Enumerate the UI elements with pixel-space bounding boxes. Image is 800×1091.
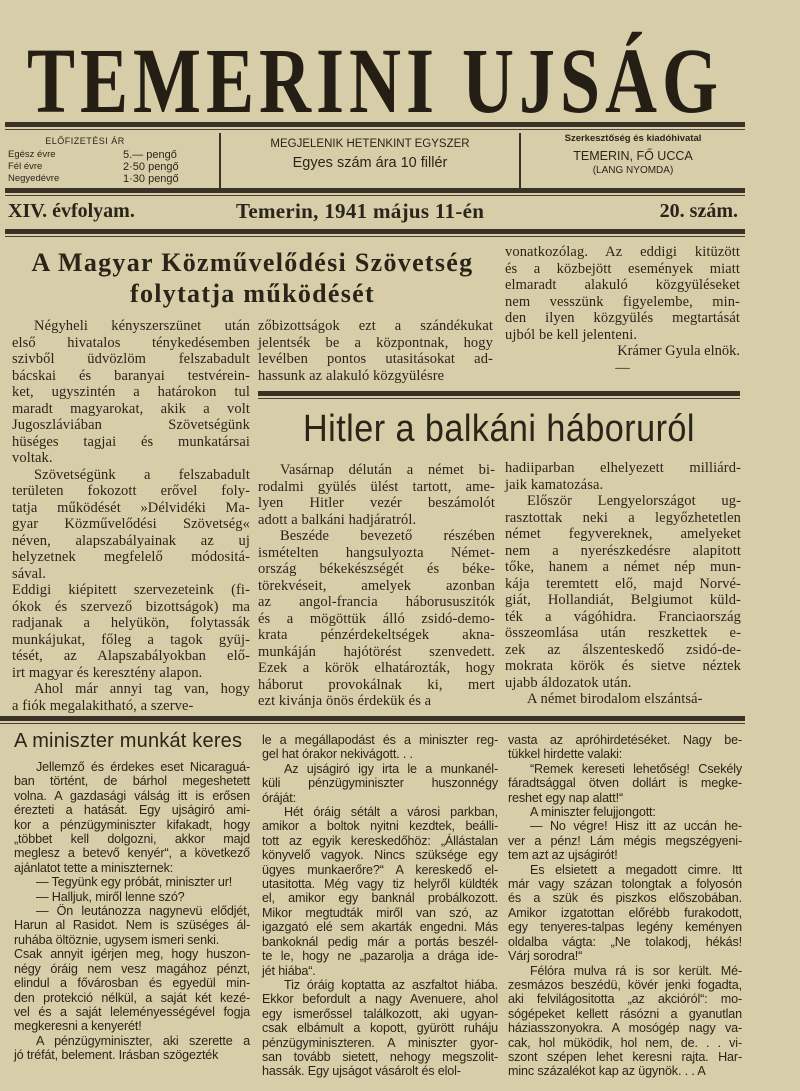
rate-period: Negyedévre xyxy=(8,173,60,184)
rate-price: 2·50 pengő xyxy=(123,161,179,173)
text-line: gyar Közművelődési Szövetség« xyxy=(12,516,250,532)
publication-frequency: MEGJELENIK HETENKINT EGYSZER xyxy=(270,138,470,150)
article-column xyxy=(505,460,741,708)
text-line: hassunk az alakuló közgyülésre xyxy=(258,367,445,384)
text-line: le a megállapodást és a miniszter reg- xyxy=(262,733,498,747)
text-line: Csak annyit igérjen meg, hogy huszon- xyxy=(14,947,250,962)
rate-period: Fél évre xyxy=(8,161,43,172)
text-line: hadiiparban elhelyezett milliárd- xyxy=(505,460,741,476)
text-line: tükkel hirdette valaki: xyxy=(508,747,623,762)
text-line: ket, ugyszintén a határokon tul xyxy=(12,384,250,400)
paragraph xyxy=(262,762,498,805)
text-line: A miniszter felujjongott: xyxy=(530,805,656,820)
text-line: és a közbejött események miatt xyxy=(505,260,740,277)
section-rule xyxy=(0,716,745,724)
paragraph xyxy=(14,890,250,904)
text-line: ókok és szervező bizottságok) ma xyxy=(12,598,250,615)
text-line: területen fokozott erővel foly- xyxy=(12,483,250,499)
newspaper-title: TEMERINI UJSÁG xyxy=(26,28,724,133)
paragraph xyxy=(12,318,250,467)
text-line: jét hiába“. xyxy=(262,963,316,978)
paragraph xyxy=(508,819,742,862)
text-line: giát, Hollandiát, Belgiumot küld- xyxy=(505,592,741,608)
text-line: ajánlatot tette a miniszternek: xyxy=(14,860,174,875)
text-line: lyen Hitler vezér beszámolót xyxy=(258,495,495,511)
text-line: oldalba vágta: „Ne tolakodj, hékás! xyxy=(508,934,742,949)
text-line: Hét óráig sétált a városi parkban, xyxy=(284,805,498,820)
text-line: Harun al Rasidot. Nem is szüséges ál- xyxy=(14,918,250,933)
text-line: jaik kamatozása. xyxy=(505,476,604,493)
text-line: reshet egy nap alatt!“ xyxy=(508,790,624,805)
text-line: Félóra mulva rá is sor került. Mé- xyxy=(530,963,742,978)
headline-line: folytatja működését xyxy=(130,279,375,308)
text-line: „többet kell dolgozni, akkor majd xyxy=(14,832,250,847)
text-line: fáradtsággal ötven dollárt is megke- xyxy=(508,776,742,791)
article-column xyxy=(12,318,250,714)
rate-row xyxy=(8,149,213,161)
text-line: Amikor izgatottan előrébb furakodott, xyxy=(508,905,742,920)
text-line: aki felvilágositotta „az akcióról“: mo- xyxy=(508,992,742,1007)
text-line: ügyes munkaerőre?“ A kereskedő el- xyxy=(262,862,498,877)
rate-price: 1·30 pengő xyxy=(123,173,179,185)
text-line: sógépeket kellett rásózni a gyanutlan xyxy=(508,1006,742,1021)
text-line: radjanak a helyükön, folytassák xyxy=(12,615,250,631)
paragraph xyxy=(258,528,495,710)
text-line: volna. A gazdasági válság itt is erősen xyxy=(14,788,250,803)
text-line: nem vesszünk figyelembe, min- xyxy=(505,293,740,310)
text-line: csak elbámult a kopott, gyürött ruháju xyxy=(262,1021,498,1036)
paragraph xyxy=(258,318,493,384)
text-line: rodalmi gyülés ülést tartott, ame- xyxy=(258,478,495,495)
text-line: Az ujságiró igy irta le a munkanél- xyxy=(284,761,498,776)
paragraph xyxy=(505,493,741,691)
printer-name: (LANG NYOMDA) xyxy=(592,165,674,176)
text-line: Várj sorodra!“ xyxy=(508,949,583,964)
paragraph xyxy=(262,733,498,762)
text-line: san tovább sietett, nehogy megszolit- xyxy=(262,1049,498,1064)
rate-row xyxy=(8,161,213,173)
subscription-rates xyxy=(8,149,213,185)
text-line: — Ön leutánozza nagynevü elődjét, xyxy=(36,904,250,919)
text-line: Beszéde bevezető részében xyxy=(280,528,495,544)
text-line: “Remek kereseti lehetőség! Csekély xyxy=(530,761,742,776)
text-line: levélben pontos utasitásokat ad- xyxy=(258,351,493,367)
text-line: törekvéseit, amelyek azonban xyxy=(258,577,495,594)
headline-line: A Magyar Közművelődési Szövetség xyxy=(31,248,474,277)
text-line: szont szépen lehet keresni rajta. Har- xyxy=(508,1049,742,1064)
text-line: Vasárnap délután a német bi- xyxy=(280,462,495,478)
text-line: vonatkozólag. Az eddigi kitüzött xyxy=(505,244,740,260)
text-line: megkeresni a kenyerét! xyxy=(14,1019,142,1034)
single-copy-price: Egyes szám ára 10 fillér xyxy=(292,155,448,171)
rate-row xyxy=(8,173,213,185)
paragraph xyxy=(508,733,742,762)
text-line: pénzügyminiszteren. A miniszter gyor- xyxy=(262,1035,498,1050)
text-line: rasztottak neki a legyőzhetetlen xyxy=(505,509,741,526)
text-line: maradt magyarokat, akik a volt xyxy=(12,400,250,417)
paragraph xyxy=(508,964,742,1079)
text-line: Ahol már annyi tag van, hogy xyxy=(34,681,250,697)
paragraph xyxy=(12,681,250,714)
text-line: háziasszonyokra. A mosógép nagy va- xyxy=(508,1021,742,1036)
text-line: zőbizottságok ezt a szándékukat xyxy=(258,318,493,334)
text-line: kor a pénzügyminiszter kifakadt, hogy xyxy=(14,817,250,832)
text-line: minc százalékot kap az ügynök. . . A xyxy=(508,1064,706,1079)
article-headline: Hitler a balkáni háboruról xyxy=(303,408,695,450)
text-line: egy ismerőssel találkozott, aki ugyan- xyxy=(262,1006,498,1021)
text-line: érezteti a hatását. Egy ujságiró ami- xyxy=(14,803,250,818)
text-line: négy óráig nem vesz magához pénzt, xyxy=(14,961,250,976)
paragraph xyxy=(14,875,250,889)
paragraph xyxy=(14,760,250,875)
text-line: Es elsietett a megadott cimre. Itt xyxy=(530,862,742,877)
text-line: ujabb áldozatok után. xyxy=(505,674,632,691)
text-line: mokrata körök és sietve néztek xyxy=(505,658,741,674)
text-line: már vagy százan tolongtak a folyosón xyxy=(508,877,742,892)
text-line: vasta az apróhirdetéséket. Nagy be- xyxy=(508,733,742,747)
masthead-rule xyxy=(5,122,745,130)
text-line: és a mögöttük álló zsidó-demo- xyxy=(258,610,495,627)
paragraph xyxy=(262,805,498,978)
text-line: gel hat órakor nekivágott. . . xyxy=(262,747,413,762)
text-line: könyvelő vagyok. Nincs szüksége egy xyxy=(262,848,498,863)
text-line: den protekció nélkül, a saját két kezé- xyxy=(14,990,250,1005)
text-line: te le, hogy ne „pazarolja a drága ide- xyxy=(262,949,498,964)
text-line: Szövetségünk a felszabadult xyxy=(34,466,250,483)
text-line: igazgató elé sem akarták engedni. Más xyxy=(262,920,498,935)
article-headline xyxy=(5,247,500,309)
paragraph xyxy=(12,467,250,583)
text-line: jelentsék be a központnak, hogy xyxy=(258,334,493,351)
article-column xyxy=(262,733,498,1079)
text-line: hüséges tagjai és munkatársai xyxy=(12,433,250,450)
text-line: zesmázos beszédü, kövér jenki fogadta, xyxy=(508,977,742,992)
paragraph xyxy=(508,762,742,805)
text-line: zek az álszenteskedő zsidó-de- xyxy=(505,641,741,658)
author-signature: Krámer Gyula elnök. xyxy=(617,343,740,359)
text-line: irt magyar és keresztény alapon. xyxy=(12,664,203,681)
article-headline: A miniszter munkát keres xyxy=(14,730,243,752)
article-column xyxy=(508,733,742,1079)
text-line: a fiók megalakitható, a szerve- xyxy=(12,697,194,714)
text-line: tott az egyik kereskedőhöz: „Állástalan xyxy=(262,833,498,848)
text-line: bankoknál pedig már a portás beszél- xyxy=(262,934,498,949)
article-column xyxy=(14,760,250,1063)
issue-rule xyxy=(5,229,745,237)
text-line: munkájukat, főleg a tagok gyüj- xyxy=(12,631,250,648)
info-rule xyxy=(5,188,745,196)
text-line: voltak. xyxy=(12,450,53,466)
text-line: Ekkor befordult a nagy Avenuere, ahol xyxy=(262,992,498,1007)
text-line: összeomlása után reszkettek e- xyxy=(505,625,741,641)
text-line: Négyheli kényszerszünet után xyxy=(34,318,250,334)
office-label: Szerkesztőség és kiadóhivatal xyxy=(564,133,702,144)
paragraph xyxy=(508,805,742,819)
paragraph xyxy=(505,460,741,493)
paragraph xyxy=(14,1034,250,1063)
article-column xyxy=(505,244,740,343)
text-line: első hivatalos ténykedésemben xyxy=(12,334,250,351)
text-line: sával. xyxy=(12,565,47,582)
text-line: az angol-francia háborususzitók xyxy=(258,594,495,610)
text-line: hassák. Egy ujságot vásárolt és elol- xyxy=(262,1064,461,1079)
text-line: Ezek a körök elhatározták, hogy xyxy=(258,660,495,676)
text-line: utasitotta. Még vagy tiz helyről küldték xyxy=(262,877,498,892)
paragraph xyxy=(12,582,250,681)
paragraph xyxy=(14,904,250,947)
text-line: krata pénzérdekeltségek akna- xyxy=(258,627,495,643)
text-line: — Halljuk, miről lenne szó? xyxy=(36,889,185,904)
text-line: tem azt az ujságirót! xyxy=(508,848,618,863)
article-column xyxy=(258,318,493,384)
text-line: Eddigi kiépitett szervezeteink (fi- xyxy=(12,582,250,598)
text-line: Jellemző és érdekes eset Nicaraguá- xyxy=(36,760,250,774)
article-column-wrapper xyxy=(505,244,740,376)
text-line: — Tegyünk egy próbát, miniszter ur! xyxy=(36,875,233,890)
rate-period: Egész évre xyxy=(8,149,56,160)
paragraph xyxy=(505,691,741,708)
section-rule xyxy=(258,391,740,399)
text-line: helyzetnek megfelelő módositá- xyxy=(12,549,250,565)
text-line: elindul a fővárosban és egyedül min- xyxy=(14,976,250,991)
text-line: ismételten hangsulyozta Német- xyxy=(258,544,495,561)
text-line: óráját: xyxy=(262,790,296,805)
text-line: tőke, hanem a német nép mun- xyxy=(505,559,741,575)
text-line: szivből üdvözlöm felszabadult xyxy=(12,351,250,367)
text-line: den ilyen közgyülés megtartását xyxy=(505,310,740,326)
paragraph xyxy=(505,244,740,343)
info-box xyxy=(5,133,745,190)
rate-price: 5.— pengő xyxy=(123,149,177,161)
text-line: egy tenyeres-talpas legény keményen xyxy=(508,920,742,935)
paragraph xyxy=(508,863,742,964)
text-line: és a szük és piszkos előszobában. xyxy=(508,891,742,906)
text-line: német fegyvereknek, amelyeket xyxy=(505,526,741,542)
dateline: Temerin, 1941 május 11-én xyxy=(236,199,485,223)
text-line: — No végre! Hisz itt az uccán he- xyxy=(530,819,742,834)
text-line: kája teremtett elő, majd Norvé- xyxy=(505,575,741,592)
text-line: háborut provokálnak ki, mert xyxy=(258,676,495,693)
text-line: ujból be kell jelenteni. xyxy=(505,326,638,343)
text-line: elmaradt alakuló közgyüléseket xyxy=(505,277,740,293)
text-line: Jugoszláviában Szövetségünk xyxy=(12,417,250,433)
end-mark: — xyxy=(615,359,630,376)
paragraph xyxy=(258,462,495,528)
text-line: nem a nyerészkedésre alapitott xyxy=(505,542,741,559)
text-line: ban történt, de bárhol megeshetett xyxy=(14,774,250,789)
text-line: tatja működését »Délvidéki Ma- xyxy=(12,499,250,516)
text-line: adott a balkáni hadjáratról. xyxy=(258,511,417,528)
text-line: tését, az Alapszabályokban elő- xyxy=(12,648,250,664)
text-line: ver a pénz! Lám mégis megszégyeni- xyxy=(508,833,742,848)
paragraph xyxy=(14,947,250,1033)
text-line: A német birodalom elszántsá- xyxy=(527,691,703,707)
text-line: Tiz óráig koptatta az aszfaltot hiába. xyxy=(284,977,498,992)
text-line: A pénzügyminiszter, aki szerette a xyxy=(36,1033,250,1048)
text-line: ték a vágóhidra. Franciaország xyxy=(505,608,741,625)
text-line: Először Lengyelországot ug- xyxy=(527,493,741,509)
text-line: munkáján hajótörést szenvedett. xyxy=(258,643,495,660)
issue-number: 20. szám. xyxy=(659,200,738,222)
text-line: jó tréfát, belement. Irásban szögezték xyxy=(14,1048,219,1063)
text-line: meglesz a betevő kenyér“, a következő xyxy=(14,846,250,861)
text-line: néven, alapszabályainak az uj xyxy=(12,532,250,549)
subscription-heading: ELŐFIZETÉSI ÁR xyxy=(45,136,125,146)
text-line: ruhába öltöznie, ugysem ismeri senki. xyxy=(14,932,220,947)
paragraph xyxy=(262,978,498,1079)
text-line: vel és a saját leleményességével fogja xyxy=(14,1004,250,1019)
text-line: el, amikor egy banknál probálkozott. xyxy=(262,891,498,906)
text-line: amikor a boltok nyitni kezdtek, beálli- xyxy=(262,819,498,834)
text-line: cak, hol müködik, hol nem, de. . . vi- xyxy=(508,1035,742,1050)
office-address: TEMERIN, FŐ UCCA xyxy=(573,149,693,163)
text-line: küli pénzügyminiszter huszonnégy xyxy=(262,776,498,791)
text-line: ezt kivánja önös érdekük és a xyxy=(258,693,432,709)
volume-number: XIV. évfolyam. xyxy=(8,200,135,222)
text-line: ország békekészségét és béke- xyxy=(258,561,495,577)
text-line: Mikor megtudták miről van szó, az xyxy=(262,905,498,920)
article-column xyxy=(258,462,495,710)
text-line: bácskai és baranyai testvérein- xyxy=(12,367,250,384)
